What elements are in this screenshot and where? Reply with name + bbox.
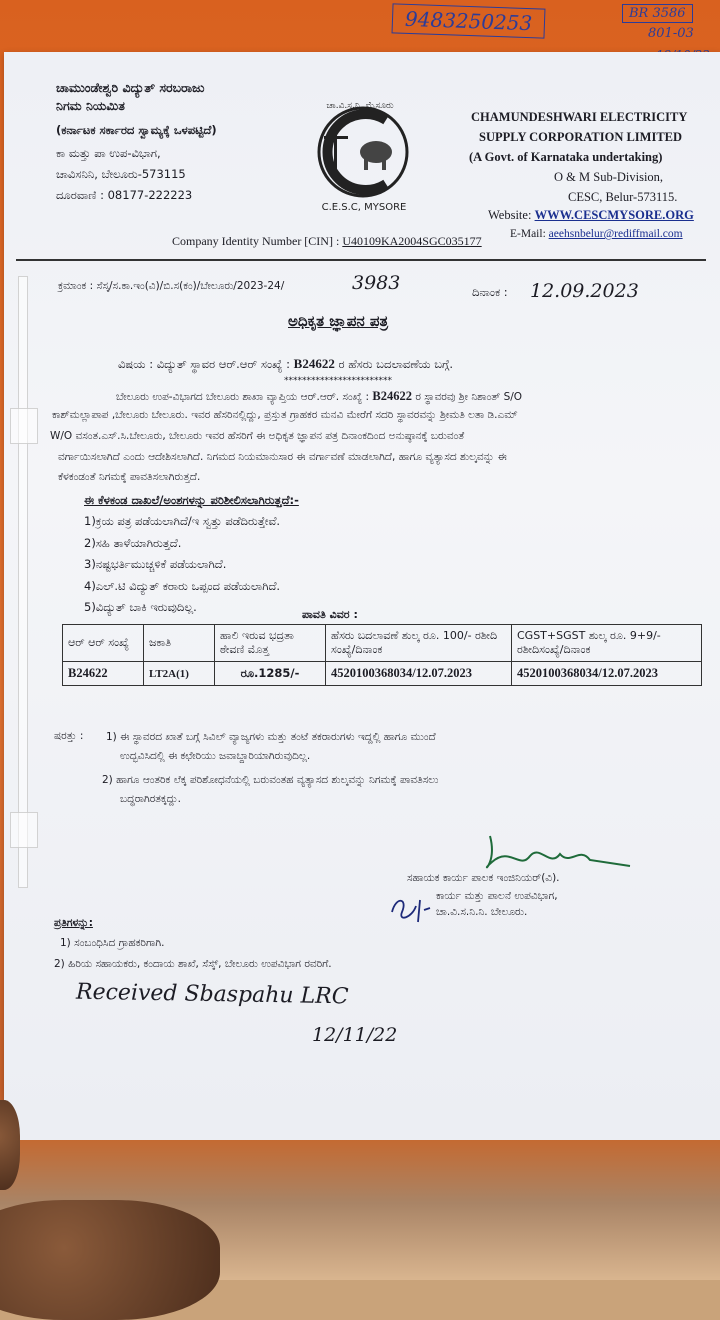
en-office: O & M Sub-Division,: [554, 170, 664, 184]
body-line-1c: ರ ಸ್ಥಾವರವು ಶ್ರೀ ನಿಶಾಂತ್ S/O: [415, 391, 523, 403]
website-link[interactable]: WWW.CESCMYSORE.ORG: [534, 208, 694, 222]
doc-item: 4)ಎಲ್.ಟಿ ವಿದ್ಯುತ್ ಕರಾರು ಒಪ್ಪಂದ ಪಡೆಯಲಾಗಿದೆ.: [84, 579, 281, 593]
cin-line: [172, 234, 482, 249]
folder-phone-note: 9483250253: [392, 3, 546, 38]
subject-stars: ************************: [284, 376, 392, 386]
table-header-cell: ಆರ್ ಆರ್ ಸಂಖ್ಯೆ: [63, 625, 144, 662]
email-label: E-Mail:: [510, 228, 546, 240]
en-org-name-2: SUPPLY CORPORATION LIMITED: [479, 130, 683, 144]
kn-org-name-2: ನಿಗಮ ನಿಯಮಿತ: [56, 98, 125, 113]
subject-line: [118, 356, 453, 372]
signatory-line-3: ಚಾ.ವಿ.ಸ.ನಿ.ನಿ. ಬೇಲೂರು.: [436, 906, 528, 918]
table-cell: 4520100368034/12.07.2023: [512, 662, 702, 686]
received-date: 12/11/22: [312, 1024, 398, 1046]
folder-code-note: BR 3586: [622, 4, 693, 23]
body-line-3: W/O ವಸಂತ.ಎಸ್.ಸಿ.ಬೇಲೂರು, ಬೇಲೂರು ಇವರ ಹೆಸರಿಗೆ ಈ ಅಧಿಕೃತ ಜ್ಞಾಪನ ಪತ್ರ ದಿನಾಂಕದಿಂದ ಅನುಷ್ಠಾನಕ್ಕೆ ಬರುವಂತೆ: [50, 430, 465, 442]
table-cell: 4520100368034/12.07.2023: [326, 662, 512, 686]
en-govt-note: (A Govt. of Karnataka undertaking): [469, 150, 663, 164]
header-divider: [16, 259, 706, 261]
signatory-line-2: ಕಾರ್ಯ ಮತ್ತು ಪಾಲನೆ ಉಪವಿಭಾಗ,: [436, 890, 558, 902]
payment-heading: ಪಾವತಿ ವಿವರ :: [302, 608, 358, 621]
table-header-cell: ಹೆಸರು ಬದಲಾವಣೆ ಶುಲ್ಕ ರೂ. 100/- ರಶೀದಿ ಸಂಖ್ಯೆ/ದಿನಾಂಕ: [326, 625, 512, 662]
copy-1: 1) ಸಂಬಂಧಿಸಿದ ಗ್ರಾಹಕರಿಗಾಗಿ.: [60, 937, 165, 949]
table-cell: B24622: [63, 662, 144, 686]
binder-clip-tab: [10, 408, 38, 444]
cin-value: U40109KA2004SGC035177: [342, 234, 482, 248]
table-header-cell: CGST+SGST ಶುಲ್ಕ ರೂ. 9+9/- ರಶೀದಿಸಂಖ್ಯೆ/ದಿನಾಂಕ: [512, 625, 702, 662]
ref-number-hand: 3983: [352, 272, 401, 294]
kn-govt-note: (ಕರ್ನಾಟಕ ಸರ್ಕಾರದ ಸ್ವಾಮ್ಯಕ್ಕೆ ಒಳಪಟ್ಟಿದೆ): [56, 123, 217, 137]
condition-2b: ಬದ್ಧರಾಗಿರತಕ್ಕದ್ದು.: [120, 793, 182, 805]
doc-item: 1)ಕ್ರಯ ಪತ್ರ ಪಡೆಯಲಾಗಿದೆ/ಇ ಸ್ವತ್ತು ಪಡೆದಿರುತ್ತೇವೆ.: [84, 514, 281, 528]
conditions-label: ಷರತ್ತು :: [54, 730, 84, 742]
cesc-logo: [298, 96, 428, 214]
website-line: [488, 208, 694, 223]
docs-heading: ಈ ಕೆಳಕಂಡ ದಾಖಲೆ/ಅಂಶಗಳನ್ನು ಪರಿಶೀಲಿಸಲಾಗಿರುತ್ತದೆ:-: [84, 493, 299, 507]
payment-table: [62, 624, 702, 686]
table-header-cell: ಹಾಲಿ ಇರುವ ಭದ್ರತಾ ಠೇವಣಿ ಮೊತ್ತ: [215, 625, 326, 662]
hand-thumb: [0, 1200, 220, 1320]
kn-office: ಕಾ ಮತ್ತು ಪಾ ಉಪ-ವಿಭಾಗ,: [56, 146, 161, 160]
table-header-cell: ಜಕಾತಿ: [144, 625, 215, 662]
body-line-4: ವರ್ಗಾಯಿಸಲಾಗಿದೆ ಎಂದು ಆದೇಶಿಸಲಾಗಿದೆ. ನಿಗಮದ ನಿಯಮಾನುಸಾರ ಈ ವರ್ಗಾವಣೆ ಮಾಡಲಾಗಿದೆ, ಹಾಗೂ ವ್ಯತ್ಯಾಸದ ಶುಲ್ಕವನ್ನು ಈ: [58, 451, 507, 463]
subject-rr: B24622: [293, 356, 335, 371]
copies-heading: ಪ್ರತಿಗಳನ್ನು:: [54, 917, 93, 929]
email-line: [510, 228, 683, 240]
binder-clip: [18, 276, 28, 888]
website-label: Website:: [488, 208, 532, 222]
body-line-1: [116, 389, 522, 404]
condition-1b: ಉದ್ಭವಿಸಿದಲ್ಲಿ ಈ ಕಛೇರಿಯು ಜವಾಬ್ದಾರಿಯಾಗಿರುವುದಿಲ್ಲ.: [120, 750, 311, 762]
body-line-1a: ಬೇಲೂರು ಉಪ-ವಿಭಾಗದ ಬೇಲೂರು ಶಾಖಾ ವ್ಯಾಪ್ತಿಯ ಆರ್.ಆರ್. ಸಂಖ್ಯೆ :: [116, 391, 370, 403]
kn-address: ಚಾವಿಸನಿನಿ, ಬೇಲೂರು-573115: [56, 167, 186, 181]
en-org-name: CHAMUNDESHWARI ELECTRICITY: [471, 110, 688, 124]
table-cell: LT2A(1): [144, 662, 215, 686]
en-address: CESC, Belur-573115.: [568, 190, 678, 204]
initials-mark: [384, 892, 434, 928]
kn-phone: ದೂರವಾಣಿ : 08177-222223: [56, 188, 193, 202]
condition-1a: 1) ಈ ಸ್ಥಾವರದ ಖಾತೆ ಬಗ್ಗೆ ಸಿವಿಲ್ ವ್ಯಾಜ್ಯಗಳು ಮತ್ತು ತಂಟೆ ತಕರಾರುಗಳು ಇದ್ದಲ್ಲಿ ಹಾಗೂ ಮುಂದೆ: [106, 731, 436, 743]
email-link[interactable]: aeehsnbelur@rediffmail.com: [548, 228, 683, 240]
received-note: Received Sbaspahu LRC: [75, 979, 349, 1010]
ref-number-label: ಕ್ರಮಾಂಕ : ಸೆಸ್ಕ/ಸ.ಕಾ.ಇಂ(ವಿ)/ಬಿ.ಸ(ಕಂ)/ಬೇಲೂರು/2023-24/: [58, 280, 285, 292]
doc-item: 5)ವಿದ್ಯುತ್ ಬಾಕಿ ಇರುವುದಿಲ್ಲ.: [84, 600, 197, 614]
subject-suffix: ರ ಹೆಸರು ಬದಲಾವಣೆಯ ಬಗ್ಗೆ.: [338, 357, 454, 371]
folder-date-note-1: 801-03: [648, 26, 694, 41]
doc-item: 3)ನಷ್ಟಭರ್ತಿಮುಚ್ಚಳಿಕೆ ಪಡೆಯಲಾಗಿದೆ.: [84, 557, 227, 571]
document-title: ಅಧಿಕೃತ ಜ್ಞಾಪನ ಪತ್ರ: [288, 312, 389, 330]
binder-clip-tab: [10, 812, 38, 848]
logo-top-text: ಚಾ.ವಿ.ಸ.ನಿ. ಮೈಸೂರು: [326, 101, 394, 111]
body-line-2: ಕಾಶ್‌ಮಲ್ಲಾಪಾಪ ,ಬೇಲೂರು ಬೇಲೂರು. ಇವರ ಹೆಸರಿನಲ್ಲಿದ್ದು, ಪ್ರಸ್ತುತ ಗ್ರಾಹಕರ ಮನವಿ ಮೇರೆಗೆ ಸದರಿ ಸ್ಥಾವರವನ್ನು ಶ್ರೀಮತಿ ಲತಾ ಡಿ.ಎಮ್: [52, 409, 518, 421]
copy-2: 2) ಹಿರಿಯ ಸಹಾಯಕರು, ಕಂದಾಯ ಶಾಖೆ, ಸೆಸ್ಕ್, ಬೇಲೂರು ಉಪವಿಭಾಗ ರವರಿಗೆ.: [54, 958, 332, 970]
ref-date-hand: 12.09.2023: [530, 280, 639, 302]
doc-item: 2)ಸಹಿ ತಾಳೆಯಾಗಿರುತ್ತದೆ.: [84, 536, 182, 550]
logo-bottom-text: C.E.S.C, MYSORE: [321, 202, 407, 213]
table-row: [63, 662, 702, 686]
condition-2a: 2) ಹಾಗೂ ಆಂತರಿಕ ಲೆಕ್ಕ ಪರಿಶೋಧನೆಯಲ್ಲಿ ಬರುವಂತಹ ವ್ಯತ್ಯಾಸದ ಶುಲ್ಕವನ್ನು ನಿಗಮಕ್ಕೆ ಪಾವತಿಸಲು: [102, 774, 439, 786]
signatory-line-1: ಸಹಾಯಕ ಕಾರ್ಯ ಪಾಲಕ ಇಂಜಿನಿಯರ್(ವಿ).: [407, 872, 560, 884]
cin-label: Company Identity Number [CIN] :: [172, 234, 340, 248]
kn-org-name: ಚಾಮುಂಡೇಶ್ವರಿ ವಿದ್ಯುತ್ ಸರಬರಾಜು: [56, 80, 205, 95]
table-cell: ರೂ.1285/-: [215, 662, 326, 686]
body-rr: B24622: [372, 389, 412, 403]
body-line-5: ಕೆಳಕಂಡಂತೆ ನಿಗಮಕ್ಕೆ ಪಾವತಿಸಲಾಗಿರುತ್ತದೆ.: [58, 471, 201, 483]
ref-date-label: ದಿನಾಂಕ :: [472, 285, 508, 299]
subject-prefix: ವಿಷಯ : ವಿದ್ಯುತ್ ಸ್ಥಾವರ ಆರ್.ಆರ್ ಸಂಖ್ಯೆ :: [118, 357, 291, 371]
table-header-row: [63, 625, 702, 662]
